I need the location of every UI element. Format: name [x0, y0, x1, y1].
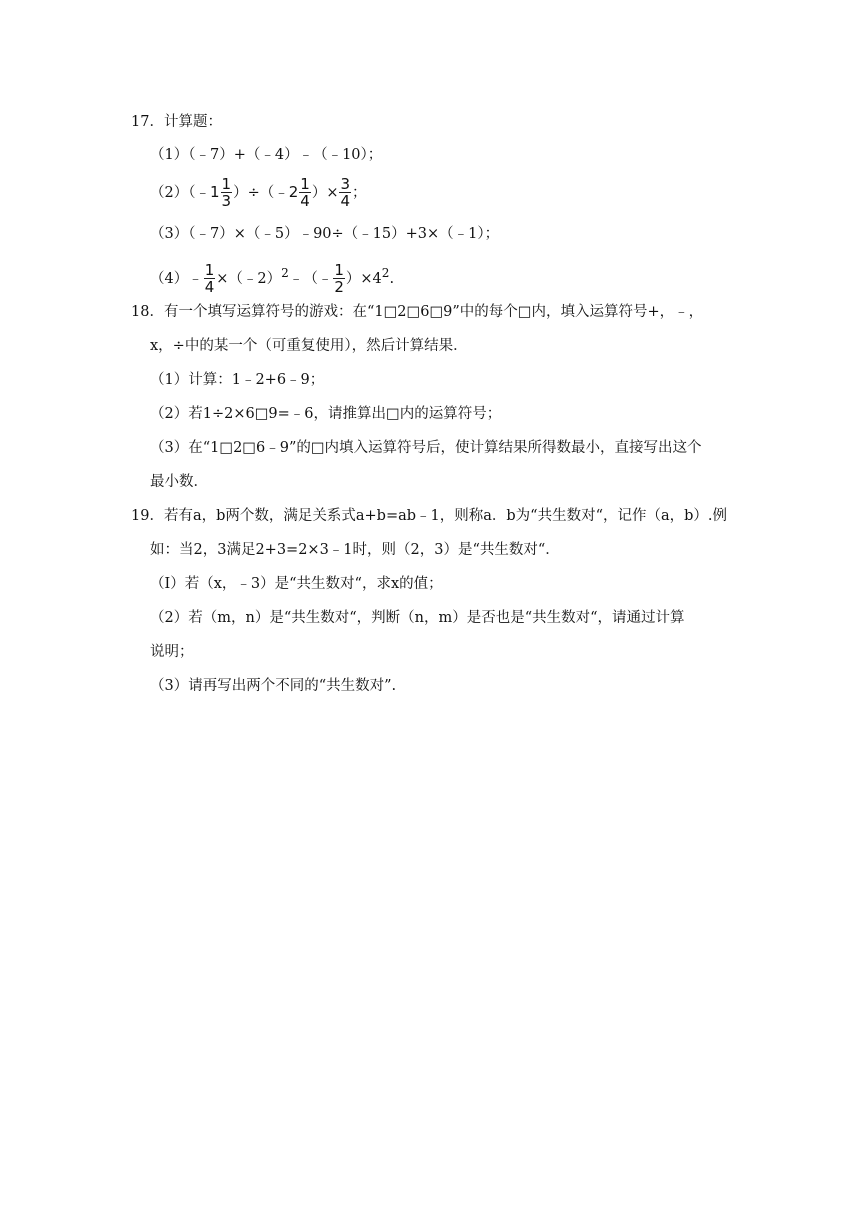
q17-part1: （1）（﹣7）+（﹣4）﹣（﹣10）； [150, 147, 383, 163]
q18-line2: x，÷中的某一个（可重复使用），然后计算结果． [150, 338, 468, 354]
q18-part3-cont: 最小数． [150, 474, 208, 490]
fraction: $\frac{1}{3}$ [221, 175, 232, 210]
q19-part2: （2）若（m，n）是“共生数对“，判断（n，m）是否也是“共生数对“，请通过计算 [150, 610, 685, 626]
q17-part2: （2）（﹣1 $\frac{1}{3}$ ）÷（﹣2 $\frac{1}{4}$ ）× $\frac{3}{4}$ ； [150, 175, 367, 210]
q19-part3: （3）请再写出两个不同的“共生数对”. [150, 678, 397, 694]
q19-line2: 如：当2，3满足2+3=2×3﹣1时，则（2，3）是“共生数对“． [150, 542, 560, 558]
q17-title: 17．计算题： [131, 114, 222, 130]
q18-part3: （3）在“1□2□6﹣9”的□内填入运算符号后，使计算结果所得数最小，直接写出这个 [150, 440, 702, 456]
q17-part4: （4）﹣ $\frac{1}{4}$ ×（﹣2）$^2$﹣（﹣ $\frac{1}{2}$ ）$\times 4^2$. [150, 261, 395, 296]
q18-part1: （1）计算：1﹣2+6﹣9； [150, 372, 325, 388]
fraction: $\frac{3}{4}$ [340, 175, 351, 210]
q18-part2: （2）若1÷2×6□9=﹣6，请推算出□内的运算符号； [150, 406, 502, 422]
fraction: $\frac{1}{4}$ [204, 261, 215, 296]
q17-part3: （3）（﹣7）×（﹣5）﹣90÷（﹣15）+3×（﹣1）； [150, 226, 500, 242]
q19-part2-cont: 说明； [150, 644, 194, 660]
fraction: $\frac{1}{4}$ [300, 175, 310, 210]
q18-line1: 18．有一个填写运算符号的游戏：在“1□2□6□9”中的每个□内，填入运算符号+，﹣， [131, 304, 704, 320]
q19-part1: （I）若（x，﹣3）是“共生数对“，求x的值； [150, 576, 443, 592]
q19-line1: 19．若有a，b两个数，满足关系式a+b=ab﹣1，则称a．b为“共生数对“，记作（a，b）.例 [131, 508, 728, 524]
fraction: $\frac{1}{2}$ [334, 261, 344, 296]
